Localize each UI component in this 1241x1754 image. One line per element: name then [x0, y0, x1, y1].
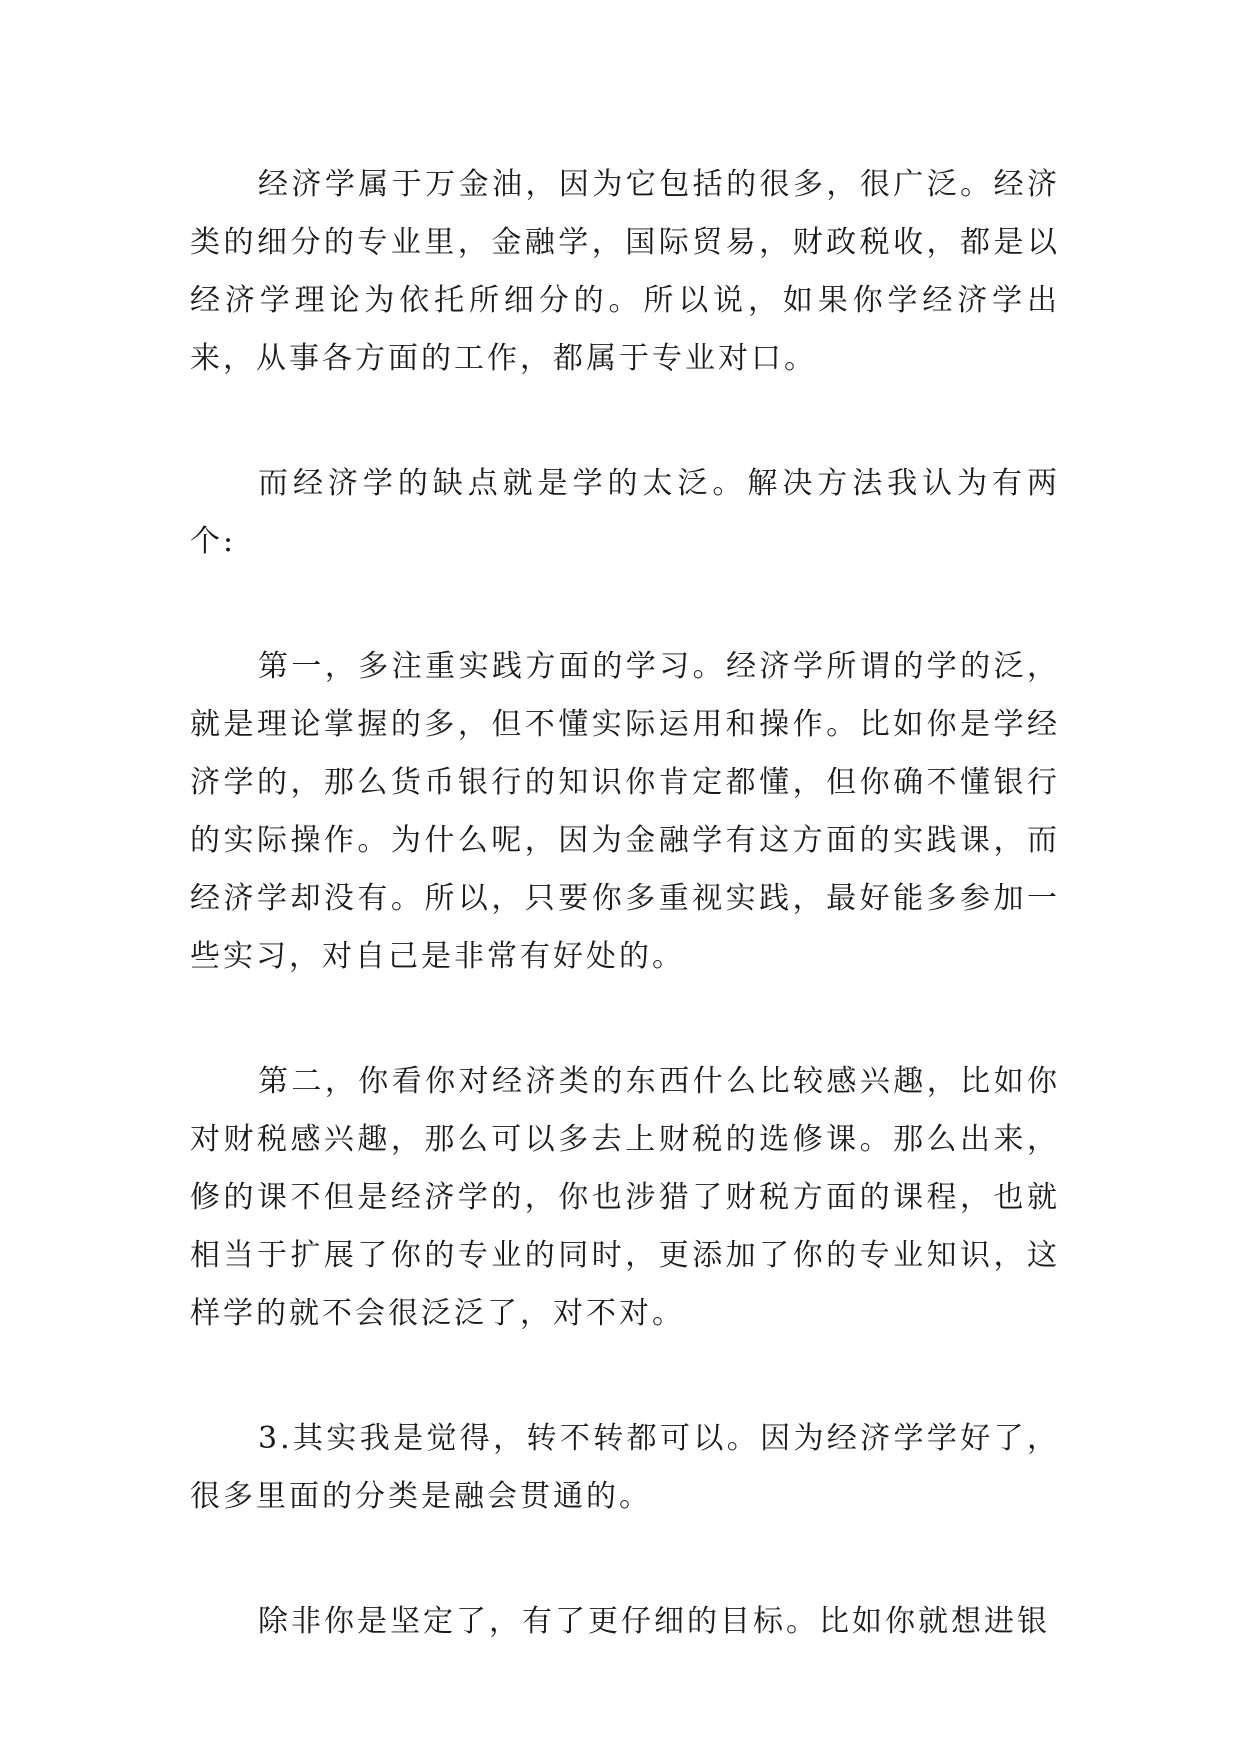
paragraph-4: 第二，你看你对经济类的东西什么比较感兴趣，比如你对财税感兴趣，那么可以多去上财税的选修课。那么出来，修的课不但是经济学的，你也涉猎了财税方面的课程，也就相当于扩展了你的专业的同时，更添加了你的专业知识，这样学的就不会很泛泛了，对不对。 — [190, 1064, 1060, 1331]
paragraph-3: 第一，多注重实践方面的学习。经济学所谓的学的泛，就是理论掌握的多，但不懂实际运用和操作。比如你是学经济学的，那么货币银行的知识你肯定都懂，但你确不懂银行的实际操作。为什么呢，因为金融学有这方面的实践课，而经济学却没有。所以，只要你多重视实践，最好能多参加一些实习，对自己是非常有好处的。 — [190, 649, 1060, 974]
document-body — [190, 156, 1060, 1651]
paragraph-gap — [190, 571, 1060, 638]
paragraph-gap — [190, 1343, 1060, 1410]
paragraph-gap — [190, 1526, 1060, 1593]
paragraph-2: 而经济学的缺点就是学的太泛。解决方法我认为有两个: — [190, 466, 1060, 559]
paragraph-6: 除非你是坚定了，有了更仔细的目标。比如你就想进银 — [258, 1604, 1050, 1639]
paragraph-1: 经济学属于万金油，因为它包括的很多，很广泛。经济类的细分的专业里，金融学，国际贸易，财政税收，都是以经济学理论为依托所细分的。所以说，如果你学经济学出来，从事各方面的工作，都属于专业对口。 — [190, 167, 1060, 376]
paragraph-gap — [190, 986, 1060, 1053]
paragraph-5: 3.其实我是觉得，转不转都可以。因为经济学学好了，很多里面的分类是融会贯通的。 — [190, 1421, 1060, 1514]
paragraph-gap — [190, 388, 1060, 455]
